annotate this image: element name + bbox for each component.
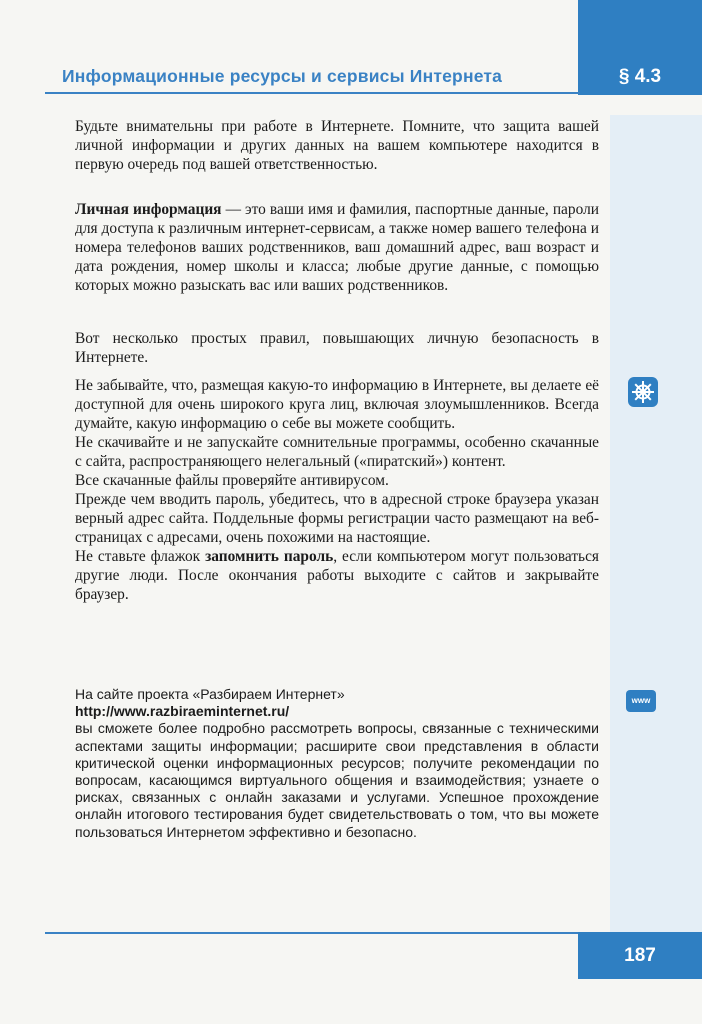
- rule-3: Все скачанные файлы проверяйте антивирусом.: [75, 472, 389, 489]
- rule-5: [75, 547, 599, 604]
- helm-icon: [628, 377, 658, 407]
- rule-2: Не скачивайте и не запускайте сомнительные программы, особенно скачанные с сайта, распространяющего нелегальный («пиратский») контент.: [75, 434, 599, 470]
- paragraph-intro: Будьте внимательны при работе в Интернете. Помните, что защита вашей личной информации и других данных на вашем компьютере находится в первую очередь под вашей ответственностью.: [75, 118, 599, 173]
- footer-rule: [45, 932, 580, 934]
- rule-5-start: Не ставьте флажок: [75, 548, 206, 565]
- rules-list: [75, 376, 599, 604]
- rule-5-bold: запомнить пароль: [205, 548, 334, 565]
- www-icon: www: [626, 690, 656, 712]
- body-text-2: [75, 200, 599, 295]
- personal-info-definition: — это ваши имя и фамилия, паспортные данные, пароли для доступа к различным интернет-сервисам, а также номер вашего телефона и номера телефонов ваших родственников, ваш домашний адрес, ваш возраст и дата рождения, номер школы и класса; любые другие данные, с помощью которых можно разыскать вас или ваших родственников.: [75, 201, 599, 294]
- page-number: 187: [578, 932, 702, 979]
- rule-1: Не забывайте, что, размещая какую-то информацию в Интернете, вы делаете её доступной для очень широкого круга лиц, включая злоумышленников. Всегда думайте, какую информацию о себе вы можете сообщить.: [75, 377, 599, 432]
- chapter-title: Информационные ресурсы и сервисы Интернета: [62, 66, 503, 86]
- rule-4: Прежде чем вводить пароль, убедитесь, что в адресной строке браузера указан верный адрес сайта. Поддельные формы регистрации часто размещают на веб-страницах с адресами, очень похожими на настоящие.: [75, 491, 599, 546]
- paragraph-personal-info: [75, 200, 599, 295]
- body-text-3: [75, 329, 599, 367]
- side-strip: [610, 115, 702, 940]
- paragraph-rules-intro: Вот несколько простых правил, повышающих личную безопасность в Интернете.: [75, 330, 599, 366]
- header-rule: [45, 92, 580, 94]
- web-description: вы сможете более подробно рассмотреть вопросы, связанные с техническими аспектами защиты информации; расширите свои представления в области критической оценки информационных ресурсов; получите рекомендации по вопросам, касающимся виртуального общения и взаимодействия; узнаете о рисках, связанных с онлайн заказами и услугами. Успешное прохождение онлайн итогового тестирования будет свидетельствовать о том, что вы можете пользоваться Интернетом эффективно и безопасно.: [75, 720, 599, 840]
- section-number: § 4.3: [618, 66, 662, 87]
- web-intro: На сайте проекта «Разбираем Интернет»: [75, 686, 345, 702]
- body-text: [75, 117, 599, 174]
- web-resource-block: [75, 686, 599, 841]
- term-personal-info: Личная информация: [75, 201, 222, 218]
- rule-5-end: , если компьютером могут пользоваться другие люди. После окончания работы выходите с сайтов и закрывайте браузер.: [75, 548, 599, 603]
- web-url-link[interactable]: http://www.razbiraeminternet.ru/: [75, 703, 290, 720]
